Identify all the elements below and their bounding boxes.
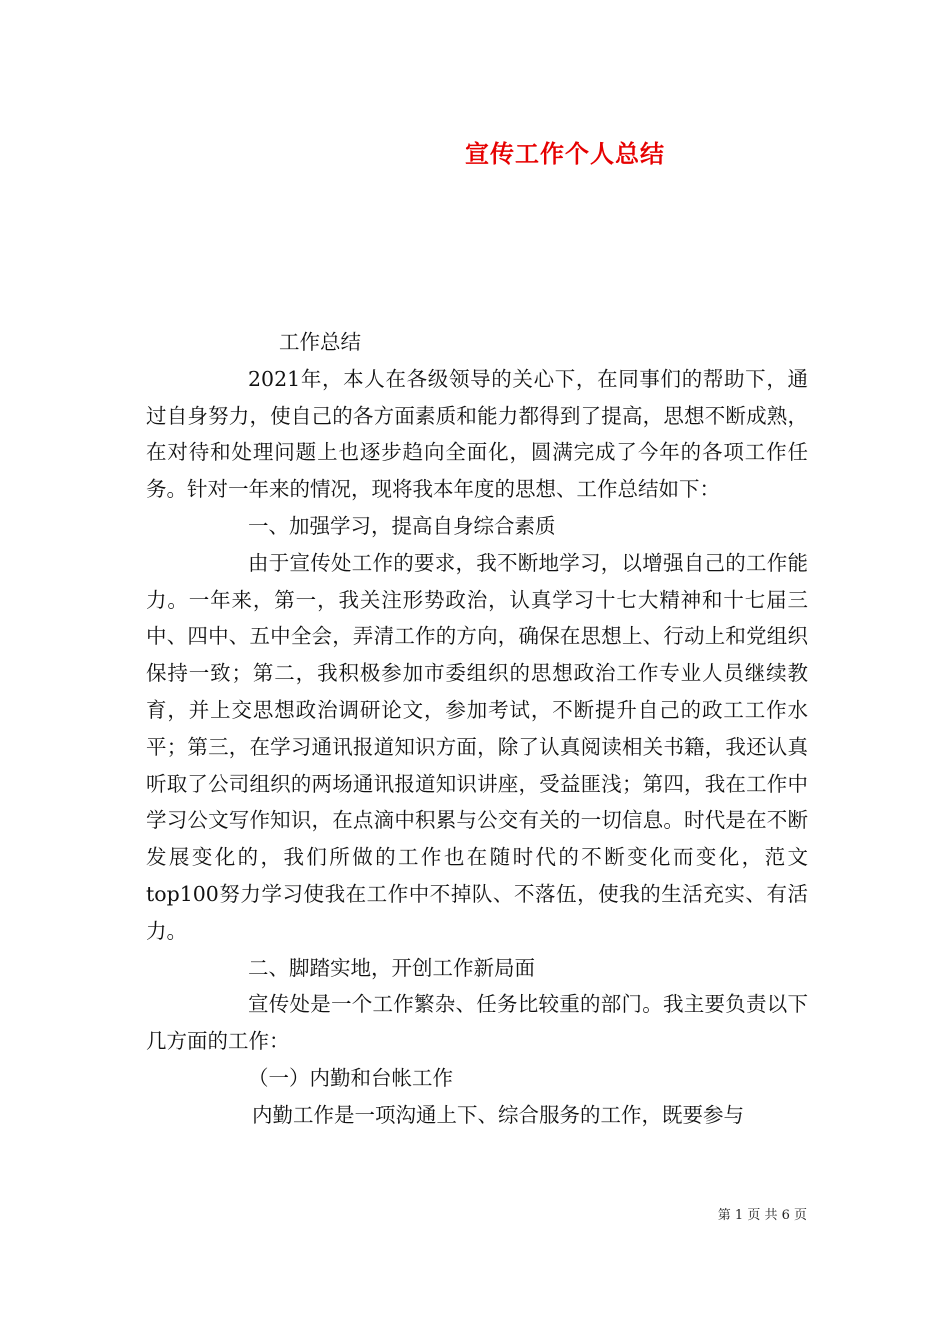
paragraph-internal-work: 内勤工作是一项沟通上下、综合服务的工作，既要参与 <box>252 1102 744 1127</box>
section-heading-1: 一、加强学习，提高自身综合素质 <box>248 513 556 538</box>
document-body <box>146 324 808 1134</box>
subsection-heading-1: （一）内勤和台帐工作 <box>248 1065 453 1090</box>
section-heading-2: 二、脚踏实地，开创工作新局面 <box>248 955 535 980</box>
paragraph-department: 宣传处是一个工作繁杂、任务比较重的部门。我主要负责以下几方面的工作： <box>146 992 808 1054</box>
paragraph-study: 由于宣传处工作的要求，我不断地学习，以增强自己的工作能力。一年来，第一，我关注形势政治，认真学习十七大精神和十七届三中、四中、五中全会，弄清工作的方向，确保在思想上、行动上和党组织保持一致；第二，我积极参加市委组织的思想政治工作专业人员继续教育，并上交思想政治调研论文，参加考试，不断提升自己的政工工作水平；第三，在学习通讯报道知识方面，除了认真阅读相关书籍，我还认真听取了公司组织的两场通讯报道知识讲座，受益匪浅；第四，我在工作中学习公文写作知识，在点滴中积累与公交有关的一切信息。时代是在不断发展变化的，我们所做的工作也在随时代的不断变化而变化，范文top100努力学习使我在工作中不掉队、不落伍，使我的生活充实、有活力。 <box>146 550 808 943</box>
page-title: 宣传工作个人总结 <box>465 139 665 168</box>
page-footer: 第 1 页 共 6 页 <box>717 1208 807 1223</box>
paragraph-intro: 2021年，本人在各级领导的关心下，在同事们的帮助下，通过自身努力，使自己的各方面素质和能力都得到了提高，思想不断成熟，在对待和处理问题上也逐步趋向全面化，圆满完成了今年的各项工作任务。针对一年来的情况，现将我本年度的思想、工作总结如下： <box>146 366 808 502</box>
subtitle: 工作总结 <box>279 330 361 354</box>
